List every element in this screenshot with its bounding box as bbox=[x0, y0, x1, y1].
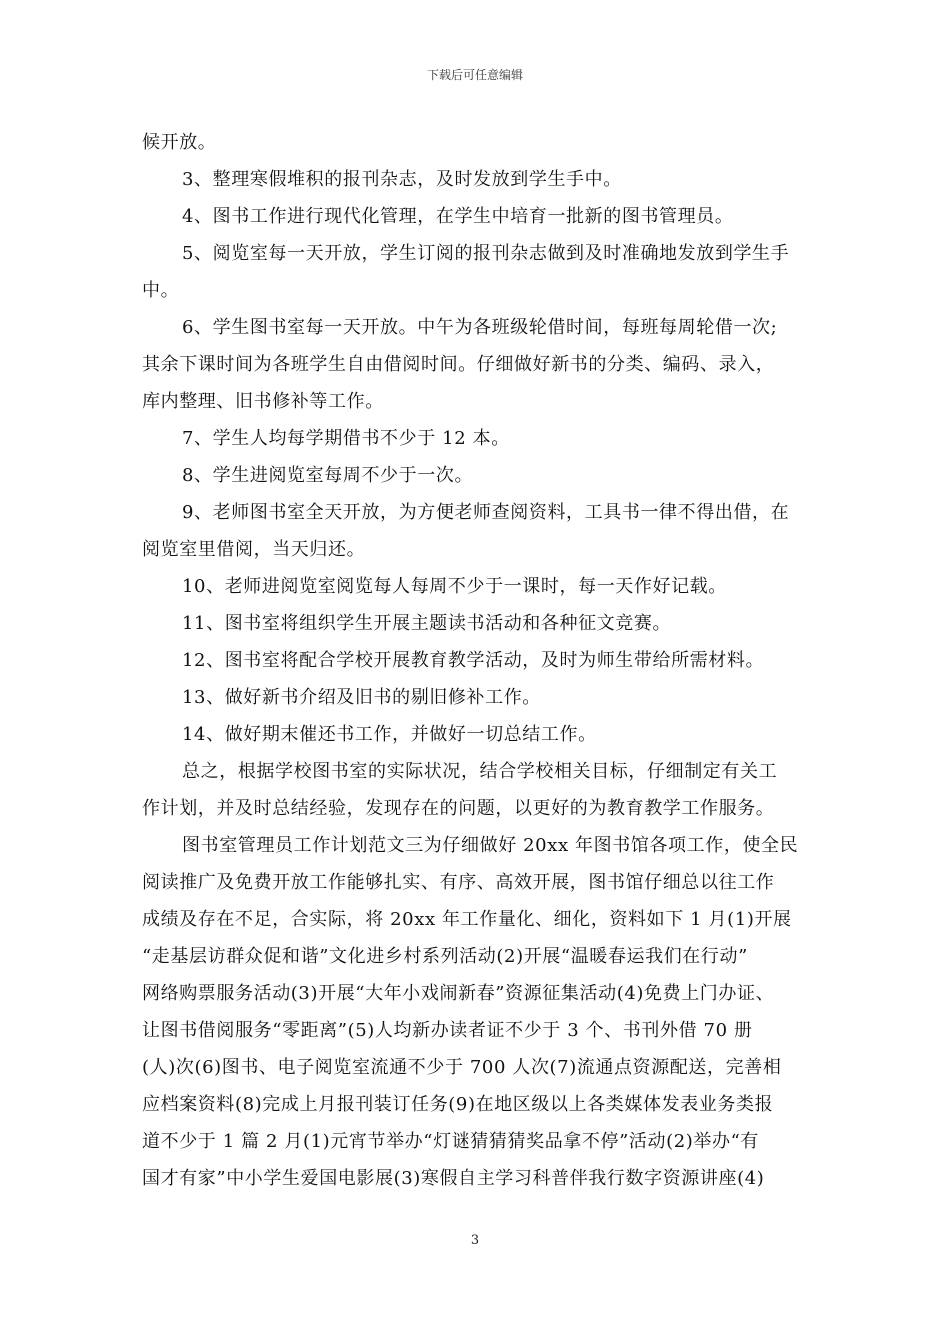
text-line: 11、图书室将组织学生开展主题读书活动和各种征文竞赛。 bbox=[182, 613, 672, 634]
text-line: 9、老师图书室全天开放，为方便老师查阅资料，工具书一律不得出借，在 bbox=[182, 502, 790, 523]
text-line: 6、学生图书室每一天开放。中午为各班级轮借时间，每班每周轮借一次; bbox=[182, 317, 778, 338]
text-line: 其余下课时间为各班学生自由借阅时间。仔细做好新书的分类、编码、录入， bbox=[142, 354, 775, 375]
page-number: 3 bbox=[470, 1233, 480, 1248]
text-line: 网络购票服务活动(3)开展“大年小戏闹新春”资源征集活动(4)免费上门办证、 bbox=[142, 983, 775, 1004]
text-line: 让图书借阅服务“零距离”(5)人均新办读者证不少于 3 个、书刊外借 70 册 bbox=[142, 1020, 753, 1041]
text-line: 作计划，并及时总结经验，发现存在的问题，以更好的为教育教学工作服务。 bbox=[142, 798, 775, 819]
text-line: “走基层访群众促和谐”文化进乡村系列活动(2)开展“温暖春运我们在行动” bbox=[142, 946, 748, 967]
text-line: 库内整理、旧书修补等工作。 bbox=[142, 391, 384, 412]
page-header: 下载后可任意编辑 bbox=[426, 68, 523, 82]
text-line: 14、做好期末催还书工作，并做好一切总结工作。 bbox=[182, 724, 597, 745]
text-line: 成绩及存在不足，合实际，将 20xx 年工作量化、细化，资料如下 1 月(1)开展 bbox=[142, 909, 792, 930]
text-line: 10、老师进阅览室阅览每人每周不少于一课时，每一天作好记载。 bbox=[182, 576, 727, 597]
text-line: 道不少于 1 篇 2 月(1)元宵节举办“灯谜猜猜猜奖品拿不停”活动(2)举办“有 bbox=[142, 1131, 759, 1152]
text-line: 总之，根据学校图书室的实际状况，结合学校相关目标，仔细制定有关工 bbox=[182, 761, 778, 782]
text-line: 中。 bbox=[142, 280, 180, 301]
text-line: 13、做好新书介绍及旧书的剔旧修补工作。 bbox=[182, 687, 541, 708]
text-line: 12、图书室将配合学校开展教育教学活动，及时为师生带给所需材料。 bbox=[182, 650, 765, 671]
text-line: 阅览室里借阅，当天归还。 bbox=[142, 539, 366, 560]
text-line: 7、学生人均每学期借书不少于 12 本。 bbox=[182, 428, 510, 449]
text-line: 图书室管理员工作计划范文三为仔细做好 20xx 年图书馆各项工作，使全民 bbox=[182, 835, 799, 856]
text-line: 阅读推广及免费开放工作能够扎实、有序、高效开展，图书馆仔细总以往工作 bbox=[142, 872, 775, 893]
text-line: 3、整理寒假堆积的报刊杂志，及时发放到学生手中。 bbox=[182, 169, 622, 190]
text-line: 国才有家”中小学生爱国电影展(3)寒假自主学习科普伴我行数字资源讲座(4) bbox=[142, 1168, 765, 1189]
document-body bbox=[142, 124, 806, 1197]
text-line: 应档案资料(8)完成上月报刊装订任务(9)在地区级以上各类媒体发表业务类报 bbox=[142, 1094, 774, 1115]
text-line: 候开放。 bbox=[142, 132, 217, 153]
text-line: 8、学生进阅览室每周不少于一次。 bbox=[182, 465, 474, 486]
text-line: 4、图书工作进行现代化管理，在学生中培育一批新的图书管理员。 bbox=[182, 206, 734, 227]
text-line: (人)次(6)图书、电子阅览室流通不少于 700 人次(7)流通点资源配送，完善相 bbox=[142, 1057, 782, 1078]
text-line: 5、阅览室每一天开放，学生订阅的报刊杂志做到及时准确地发放到学生手 bbox=[182, 243, 790, 264]
